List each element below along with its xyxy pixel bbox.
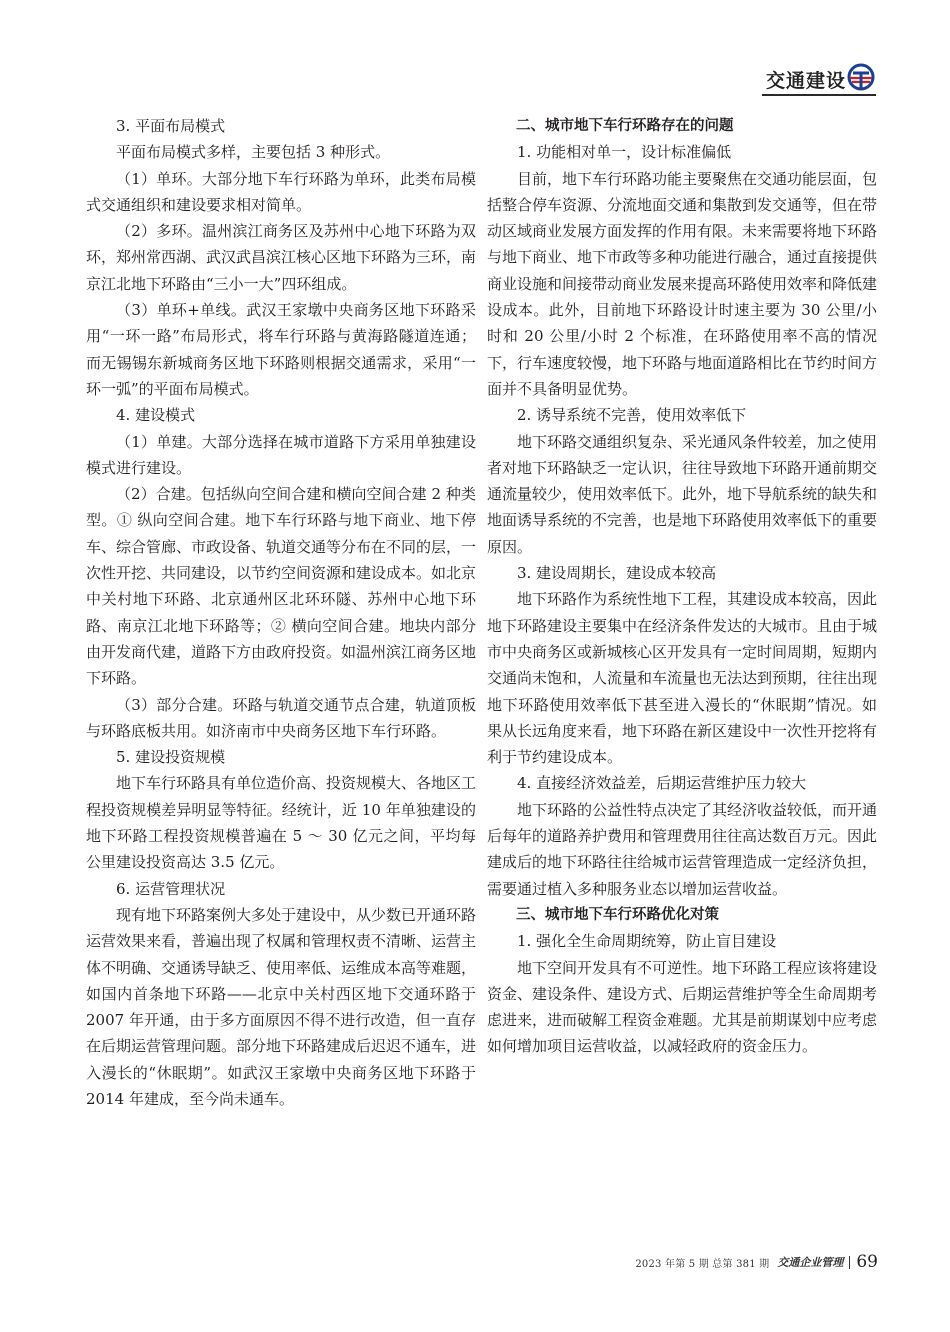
section-heading: 三、城市地下车行环路优化对策: [516, 906, 719, 923]
subsection-heading: 4. 直接经济效益差，后期运营维护压力较大: [517, 774, 807, 793]
header-rule: [762, 94, 876, 96]
paragraph: （1）单环。大部分地下车行环路为单环，此类布局模式交通组织和建设要求相对简单。: [86, 169, 476, 214]
left-column: [86, 113, 476, 1112]
subsection-heading: 4. 建设模式: [116, 406, 196, 425]
subsection-heading: 5. 建设投资规模: [116, 748, 226, 767]
subsection-heading: 6. 运营管理状况: [116, 879, 226, 898]
paragraph: （2）合建。包括纵向空间合建和横向空间合建 2 种类型。① 纵向空间合建。地下车行环路与地下商业、地下停车、综合管廊、市政设备、轨道交通等分布在不同的层，一次性开挖、共同建设，以节约空间资源和建设成本。如北京中关村地下环路、北京通州区北环环隧、苏州中心地下环路、南京江北地下环路等；② 横向空间合建。地块内部分由开发商代建，道路下方由政府投资。如温州滨江商务区地下环路。: [86, 485, 477, 688]
paragraph: （3）单环+单线。武汉王家墩中央商务区地下环路采用“一环一路”布局形式，将车行环路与黄海路隧道连通；而无锡锡东新城商务区地下环路则根据交通需求，采用“一环一弧”的平面布局模式。: [86, 301, 476, 398]
page-header: [762, 60, 880, 100]
issue-info: 2023 年第 5 期 总第 381 期: [635, 1258, 770, 1270]
subsection-heading: 3. 建设周期长，建设成本较高: [517, 564, 717, 583]
paragraph: （1）单建。大部分选择在城市道路下方采用单独建设模式进行建设。: [86, 432, 476, 477]
right-column: [487, 113, 877, 1060]
magazine-name: 交通企业管理: [777, 1256, 844, 1269]
paragraph: 地下车行环路具有单位造价高、投资规模大、各地区工程投资规模差异明显等特征。经统计，近 10 年单独建设的地下环路工程投资规模普遍在 5 ～ 30 亿元之间，平均每公里建设投资高达 3.5 亿元。: [86, 774, 477, 872]
paragraph: 平面布局模式多样，主要包括 3 种形式。: [116, 143, 391, 162]
subsection-heading: 1. 强化全生命周期统筹，防止盲目建设: [517, 932, 777, 951]
section-title: 交通建设: [766, 70, 847, 92]
subsection-heading: 1. 功能相对单一，设计标准偏低: [517, 143, 732, 162]
footer-divider: [849, 1256, 850, 1269]
section-heading: 二、城市地下车行环路存在的问题: [516, 118, 734, 134]
paragraph: 地下空间开发具有不可逆性。地下环路工程应该将建设资金、建设条件、建设方式、后期运营维护等全生命周期考虑进来，进而破解工程资金难题。尤其是前期谋划中应考虑如何增加项目运营收益，以减轻政府的资金压力。: [487, 958, 878, 1056]
paragraph: 目前，地下车行环路功能主要聚焦在交通功能层面，包括整合停车资源、分流地面交通和集散到发交通等，但在带动区域商业发展方面发挥的作用有限。未来需要将地下环路与地下商业、地下市政等多种功能进行融合，通过直接提供商业设施和间接带动商业发展来提高环路使用效率和降低建设成本。此外，目前地下环路设计时速主要为 30 公里/小时和 20 公里/小时 2 个标准，在环路使用率不高的情况下，行车速度较慢，地下环路与地面道路相比在节约时间方面并不具备明显优势。: [487, 169, 878, 398]
page-footer: [635, 1252, 878, 1272]
paragraph: 地下环路作为系统性地下工程，其建设成本较高，因此地下环路建设主要集中在经济条件发达的大城市。且由于城市中央商务区或新城核心区开发具有一定时间周期，短期内交通尚未饱和，人流量和车流量也无法达到预期，往往出现地下环路使用效率低下甚至进入漫长的“休眠期”情况。如果从长远角度来看，地下环路在新区建设中一次性开挖将有利于节约建设成本。: [487, 590, 878, 767]
page-number: 69: [856, 1252, 878, 1272]
paragraph: 地下环路的公益性特点决定了其经济收益较低，而开通后每年的道路养护费用和管理费用往往高达数百万元。因此建成后的地下环路往往给城市运营管理造成一定经济负担，需要通过植入多种服务业态以增加运营收益。: [487, 800, 878, 898]
subsection-heading: 2. 诱导系统不完善，使用效率低下: [517, 406, 747, 425]
paragraph: 地下环路交通组织复杂、采光通风条件较差，加之使用者对地下环路缺乏一定认识，往往导致地下环路开通前期交通流量较少，使用效率低下。此外，地下导航系统的缺失和地面诱导系统的不完善，也是地下环路使用效率低下的重要原因。: [487, 432, 878, 556]
journal-logo-icon: [846, 62, 876, 92]
paragraph: 现有地下环路案例大多处于建设中，从少数已开通环路运营效果来看，普遍出现了权属和管理权责不清晰、运营主体不明确、交通诱导缺乏、使用率低、运维成本高等难题，如国内首条地下环路——北京中关村西区地下交通环路于 2007 年开通，由于多方面原因不得不进行改造，但一直存在后期运营管理问题。部分地下环路建成后迟迟不通车，进入漫长的“休眠期”。如武汉王家墩中央商务区地下环路于 2014 年建成，至今尚未通车。: [86, 905, 477, 1108]
paragraph: （2）多环。温州滨江商务区及苏州中心地下环路为双环，郑州常西湖、武汉武昌滨江核心区地下环路为三环，南京江北地下环路由“三小一大”四环组成。: [86, 222, 477, 293]
subsection-heading: 3. 平面布局模式: [116, 117, 226, 135]
paragraph: （3）部分合建。环路与轨道交通节点合建，轨道顶板与环路底板共用。如济南市中央商务区地下车行环路。: [86, 695, 476, 740]
